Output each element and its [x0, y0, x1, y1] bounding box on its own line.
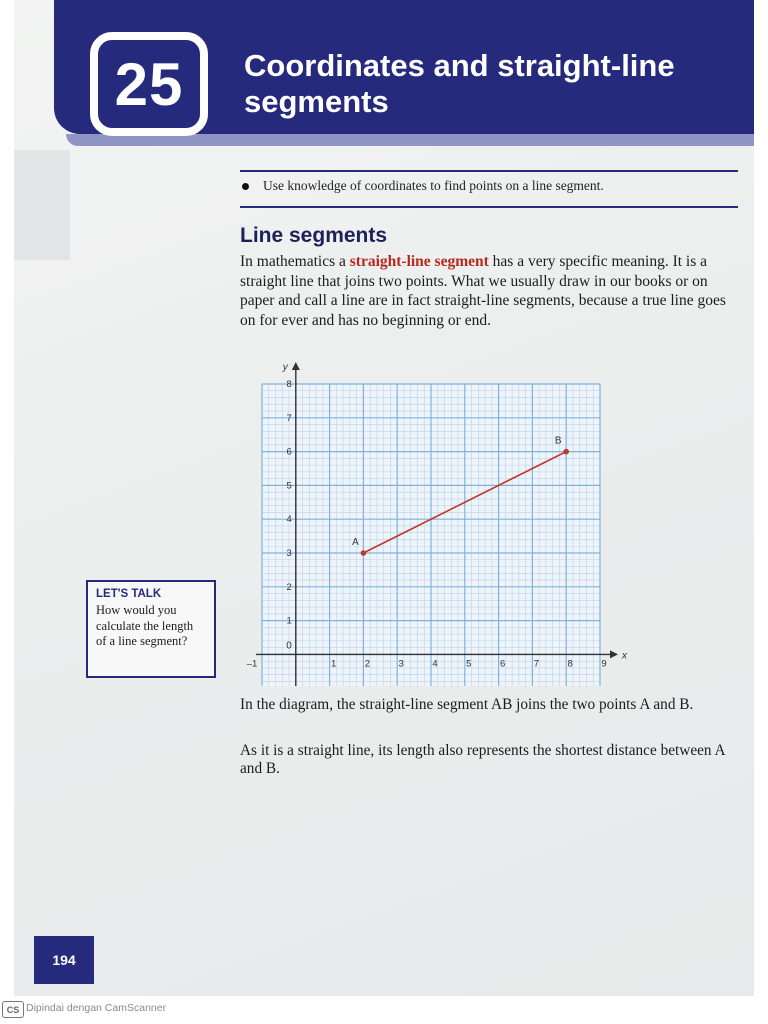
chapter-number: 25 — [114, 50, 184, 118]
point-a — [361, 550, 367, 556]
objective-bottom-rule — [240, 206, 738, 208]
y-tick-label: 1 — [286, 615, 292, 627]
lets-talk-text: How would you calculate the length of a line segment? — [96, 603, 194, 648]
distance-paragraph: As it is a straight line, its length also represents the shortest distance between A and B. — [240, 742, 725, 777]
intro-paragraph — [240, 252, 742, 330]
x-axis-arrow-icon — [610, 650, 618, 658]
coordinate-graph — [240, 356, 640, 686]
key-term: straight-line segment — [349, 253, 489, 270]
page-number: 194 — [34, 936, 94, 984]
x-tick-label: 5 — [466, 658, 472, 670]
point-b — [563, 449, 569, 455]
chapter-title: Coordinates and straight-line segments — [244, 48, 675, 119]
diagram-paragraph: In the diagram, the straight-line segment AB joins the two points A and B. — [240, 696, 694, 713]
x-tick-label: 3 — [398, 658, 404, 670]
y-tick-label: 3 — [286, 548, 292, 559]
section-heading: Line segments — [240, 224, 388, 247]
x-tick-label: 4 — [432, 658, 438, 670]
lets-talk-title: LET'S TALK — [96, 588, 162, 600]
learning-objective — [242, 178, 732, 194]
x-tick-label: –1 — [246, 658, 258, 670]
lets-talk-box — [86, 580, 216, 678]
x-tick-label: 2 — [364, 658, 371, 670]
y-tick-label: 7 — [286, 412, 292, 424]
x-axis-label: x — [622, 650, 627, 662]
x-tick-label: 1 — [330, 658, 337, 670]
y-tick-label: 2 — [286, 581, 292, 593]
y-tick-label: 5 — [286, 480, 292, 492]
y-tick-label: 6 — [286, 446, 292, 458]
x-tick-label: 9 — [601, 658, 607, 670]
bullet-icon — [242, 183, 249, 190]
y-axis-label: y — [282, 362, 288, 373]
y-axis-arrow-icon — [292, 362, 300, 370]
intro-text-end: has a very specific meaning. It is a straight line that joins two points. What we usually draw in our books or on paper and call a line are in fact straight-line segments, because a true line goes on for ever and has no beginning or end. — [240, 253, 726, 329]
page-shadow — [14, 150, 70, 260]
x-tick-label: 7 — [533, 658, 540, 670]
chapter-number-box — [90, 32, 208, 136]
objective-text: Use knowledge of coordinates to find points on a line segment. — [263, 178, 604, 193]
x-tick-label: 8 — [567, 658, 573, 670]
camscanner-logo-icon: CS — [2, 1001, 24, 1018]
y-tick-label: 8 — [286, 379, 292, 390]
objective-top-rule — [240, 170, 738, 172]
x-tick-label: 6 — [499, 658, 506, 670]
point-label-a: A — [352, 537, 359, 548]
scanner-watermark: Dipindai dengan CamScanner — [26, 1002, 167, 1014]
point-label-b: B — [554, 435, 562, 447]
textbook-page — [14, 0, 754, 996]
origin-label: 0 — [286, 640, 292, 652]
y-tick-label: 4 — [286, 514, 292, 526]
intro-text-start: In mathematics a — [240, 253, 350, 270]
